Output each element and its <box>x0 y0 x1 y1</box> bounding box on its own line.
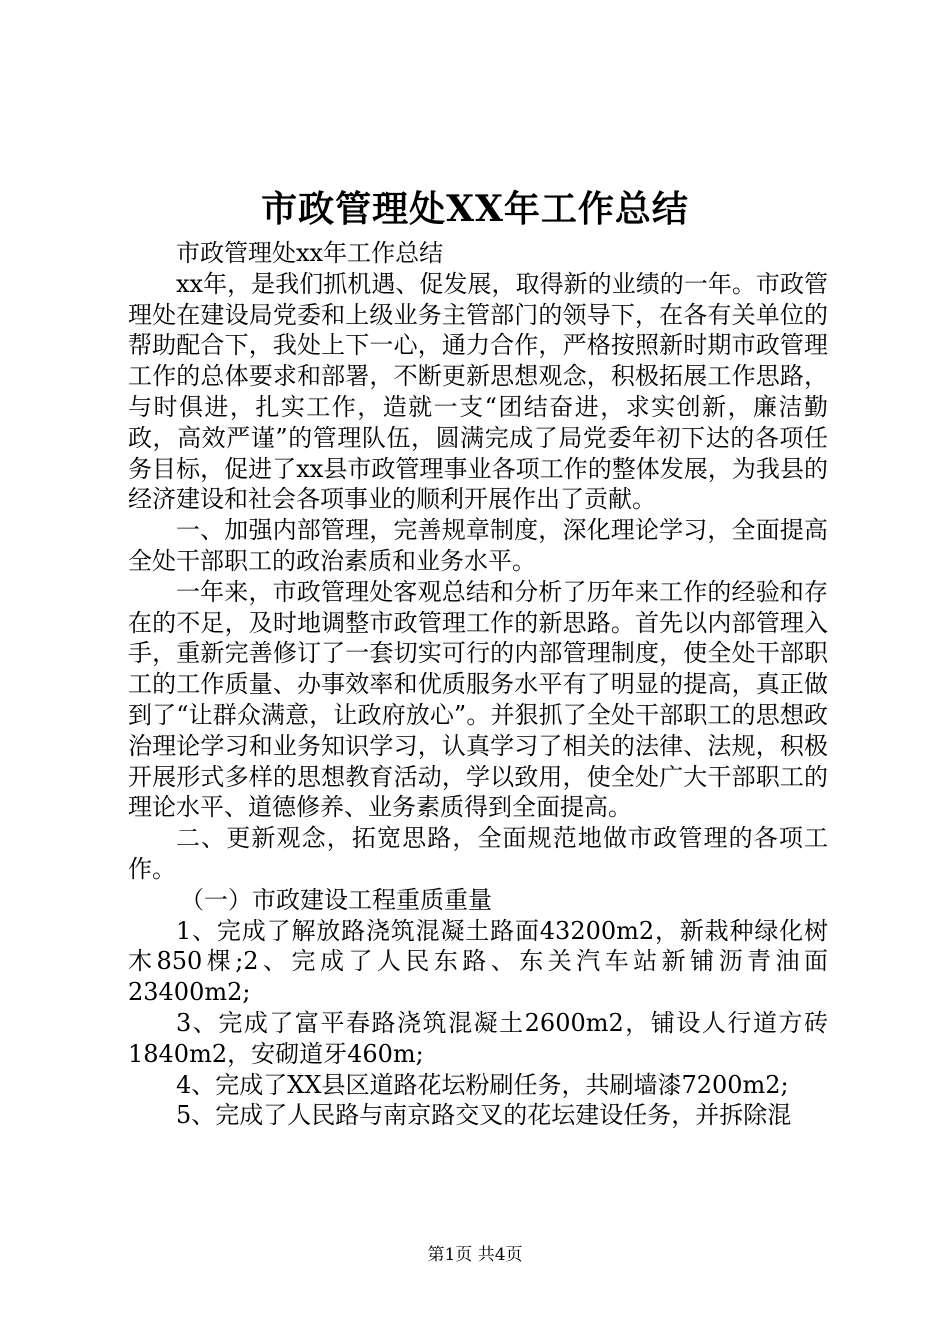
list-item: 5、完成了人民路与南京路交叉的花坛建设任务，并拆除混 <box>176 1101 792 1130</box>
list-item: 4、完成了XX县区道路花坛粉刷任务，共刷墙漆7200m2; <box>176 1070 789 1099</box>
document-body <box>128 238 828 1131</box>
intro-paragraph: xx年，是我们抓机遇、促发展，取得新的业绩的一年。市政管理处在建设局党委和上级业务主管部门的领导下，在各有关单位的帮助配合下，我处上下一心，通力合作，严格按照新时期市政管理工作的总体要求和部署，不断更新思想观念，积极拓展工作思路，与时俱进，扎实工作，造就一支“团结奋进，求实创新，廉洁勤政，高效严谨”的管理队伍，圆满完成了局党委年初下达的各项任务目标，促进了xx县市政管理事业各项工作的整体发展，为我县的经济建设和社会各项事业的顺利开展作出了贡献。 <box>128 269 828 514</box>
subtitle-paragraph: 市政管理处xx年工作总结 <box>176 239 444 267</box>
section-heading-2: 二、更新观念，拓宽思路，全面规范地做市政管理的各项工作。 <box>128 824 828 883</box>
section-1-paragraph: 一年来，市政管理处客观总结和分析了历年来工作的经验和存在的不足，及时地调整市政管理工作的新思路。首先以内部管理入手，重新完善修订了一套切实可行的内部管理制度，使全处干部职工的工作质量、办事效率和优质服务水平有了明显的提高，真正做到了“让群众满意，让政府放心”。并狠抓了全处干部职工的思想政治理论学习和业务知识学习，认真学习了相关的法律、法规，积极开展形式多样的思想教育活动，学以致用，使全处广大干部职工的理论水平、道德修养、业务素质得到全面提高。 <box>128 577 828 822</box>
subsection-heading-1: （一）市政建设工程重质重量 <box>180 885 492 914</box>
section-heading-1: 一、加强内部管理，完善规章制度，深化理论学习，全面提高全处干部职工的政治素质和业务水平。 <box>128 516 828 575</box>
list-item: 1、完成了解放路浇筑混凝土路面43200m2，新栽种绿化树木850棵;2、完成了人民东路、东关汽车站新铺沥青油面23400m2; <box>128 916 828 1007</box>
list-item: 3、完成了富平春路浇筑混凝土2600m2，铺设人行道方砖1840m2，安砌道牙460m; <box>128 1008 828 1068</box>
page-footer: 第1页 共4页 <box>427 1245 523 1265</box>
page-title: 市政管理处XX年工作总结 <box>261 188 689 230</box>
